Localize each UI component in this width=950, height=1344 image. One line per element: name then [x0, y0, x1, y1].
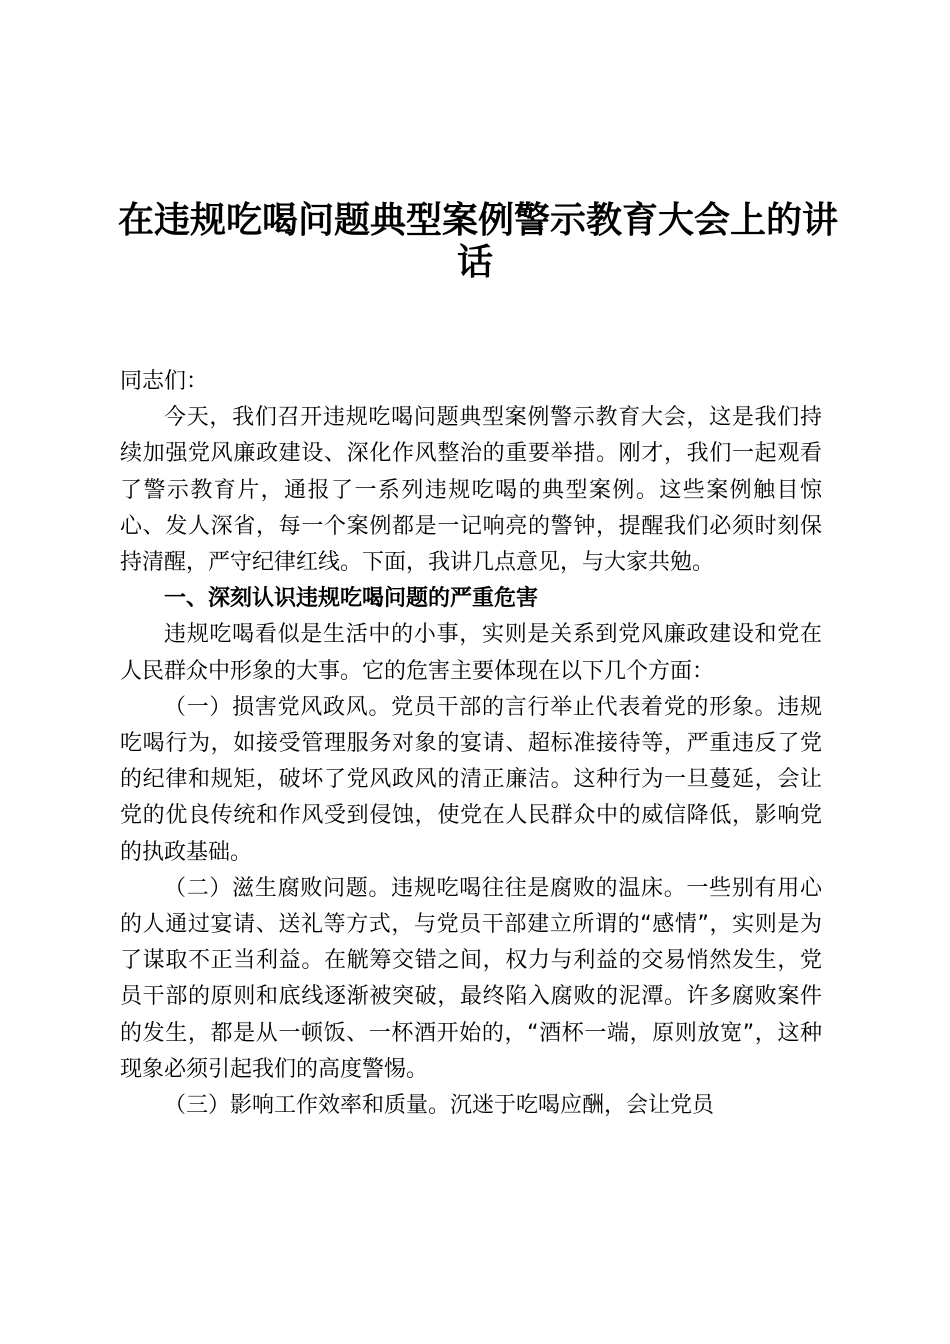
paragraph-point-1: （一）损害党风政风。党员干部的言行举止代表着党的形象。违规吃喝行为，如接受管理服务对象的宴请、超标准接待等，严重违反了党的纪律和规矩，破坏了党风政风的清正廉洁。这种行为一旦蔓延，会让党的优良传统和作风受到侵蚀，使党在人民群众中的威信降低，影响党的执政基础。: [120, 694, 822, 865]
section-heading-1: 一、深刻认识违规吃喝问题的严重危害: [164, 586, 539, 612]
document-title-line-2: 话: [456, 241, 493, 283]
document-body: [120, 364, 822, 1124]
salutation: 同志们：: [120, 369, 209, 394]
paragraph-intro: 今天，我们召开违规吃喝问题典型案例警示教育大会，这是我们持续加强党风廉政建设、深化作风整治的重要举措。刚才，我们一起观看了警示教育片，通报了一系列违规吃喝的典型案例。这些案例触目惊心、发人深省，每一个案例都是一记响亮的警钟，提醒我们必须时刻保持清醒，严守纪律红线。下面，我讲几点意见，与大家共勉。: [120, 405, 822, 576]
document-title-line-1: 在违规吃喝问题典型案例警示教育大会上的讲: [118, 199, 839, 241]
paragraph-point-3: （三）影响工作效率和质量。沉迷于吃喝应酬，会让党员: [164, 1093, 715, 1119]
paragraph-point-2: （二）滋生腐败问题。违规吃喝往往是腐败的温床。一些别有用心的人通过宴请、送礼等方式，与党员干部建立所谓的“感情”，实则是为了谋取不正当利益。在觥筹交错之间，权力与利益的交易悄然发生，党员干部的原则和底线逐渐被突破，最终陷入腐败的泥潭。许多腐败案件的发生，都是从一顿饭、一杯酒开始的，“酒杯一端，原则放宽”，这种现象必须引起我们的高度警惕。: [120, 875, 822, 1082]
paragraph-section-1-intro: 违规吃喝看似是生活中的小事，实则是关系到党风廉政建设和党在人民群众中形象的大事。它的危害主要体现在以下几个方面：: [120, 622, 822, 684]
